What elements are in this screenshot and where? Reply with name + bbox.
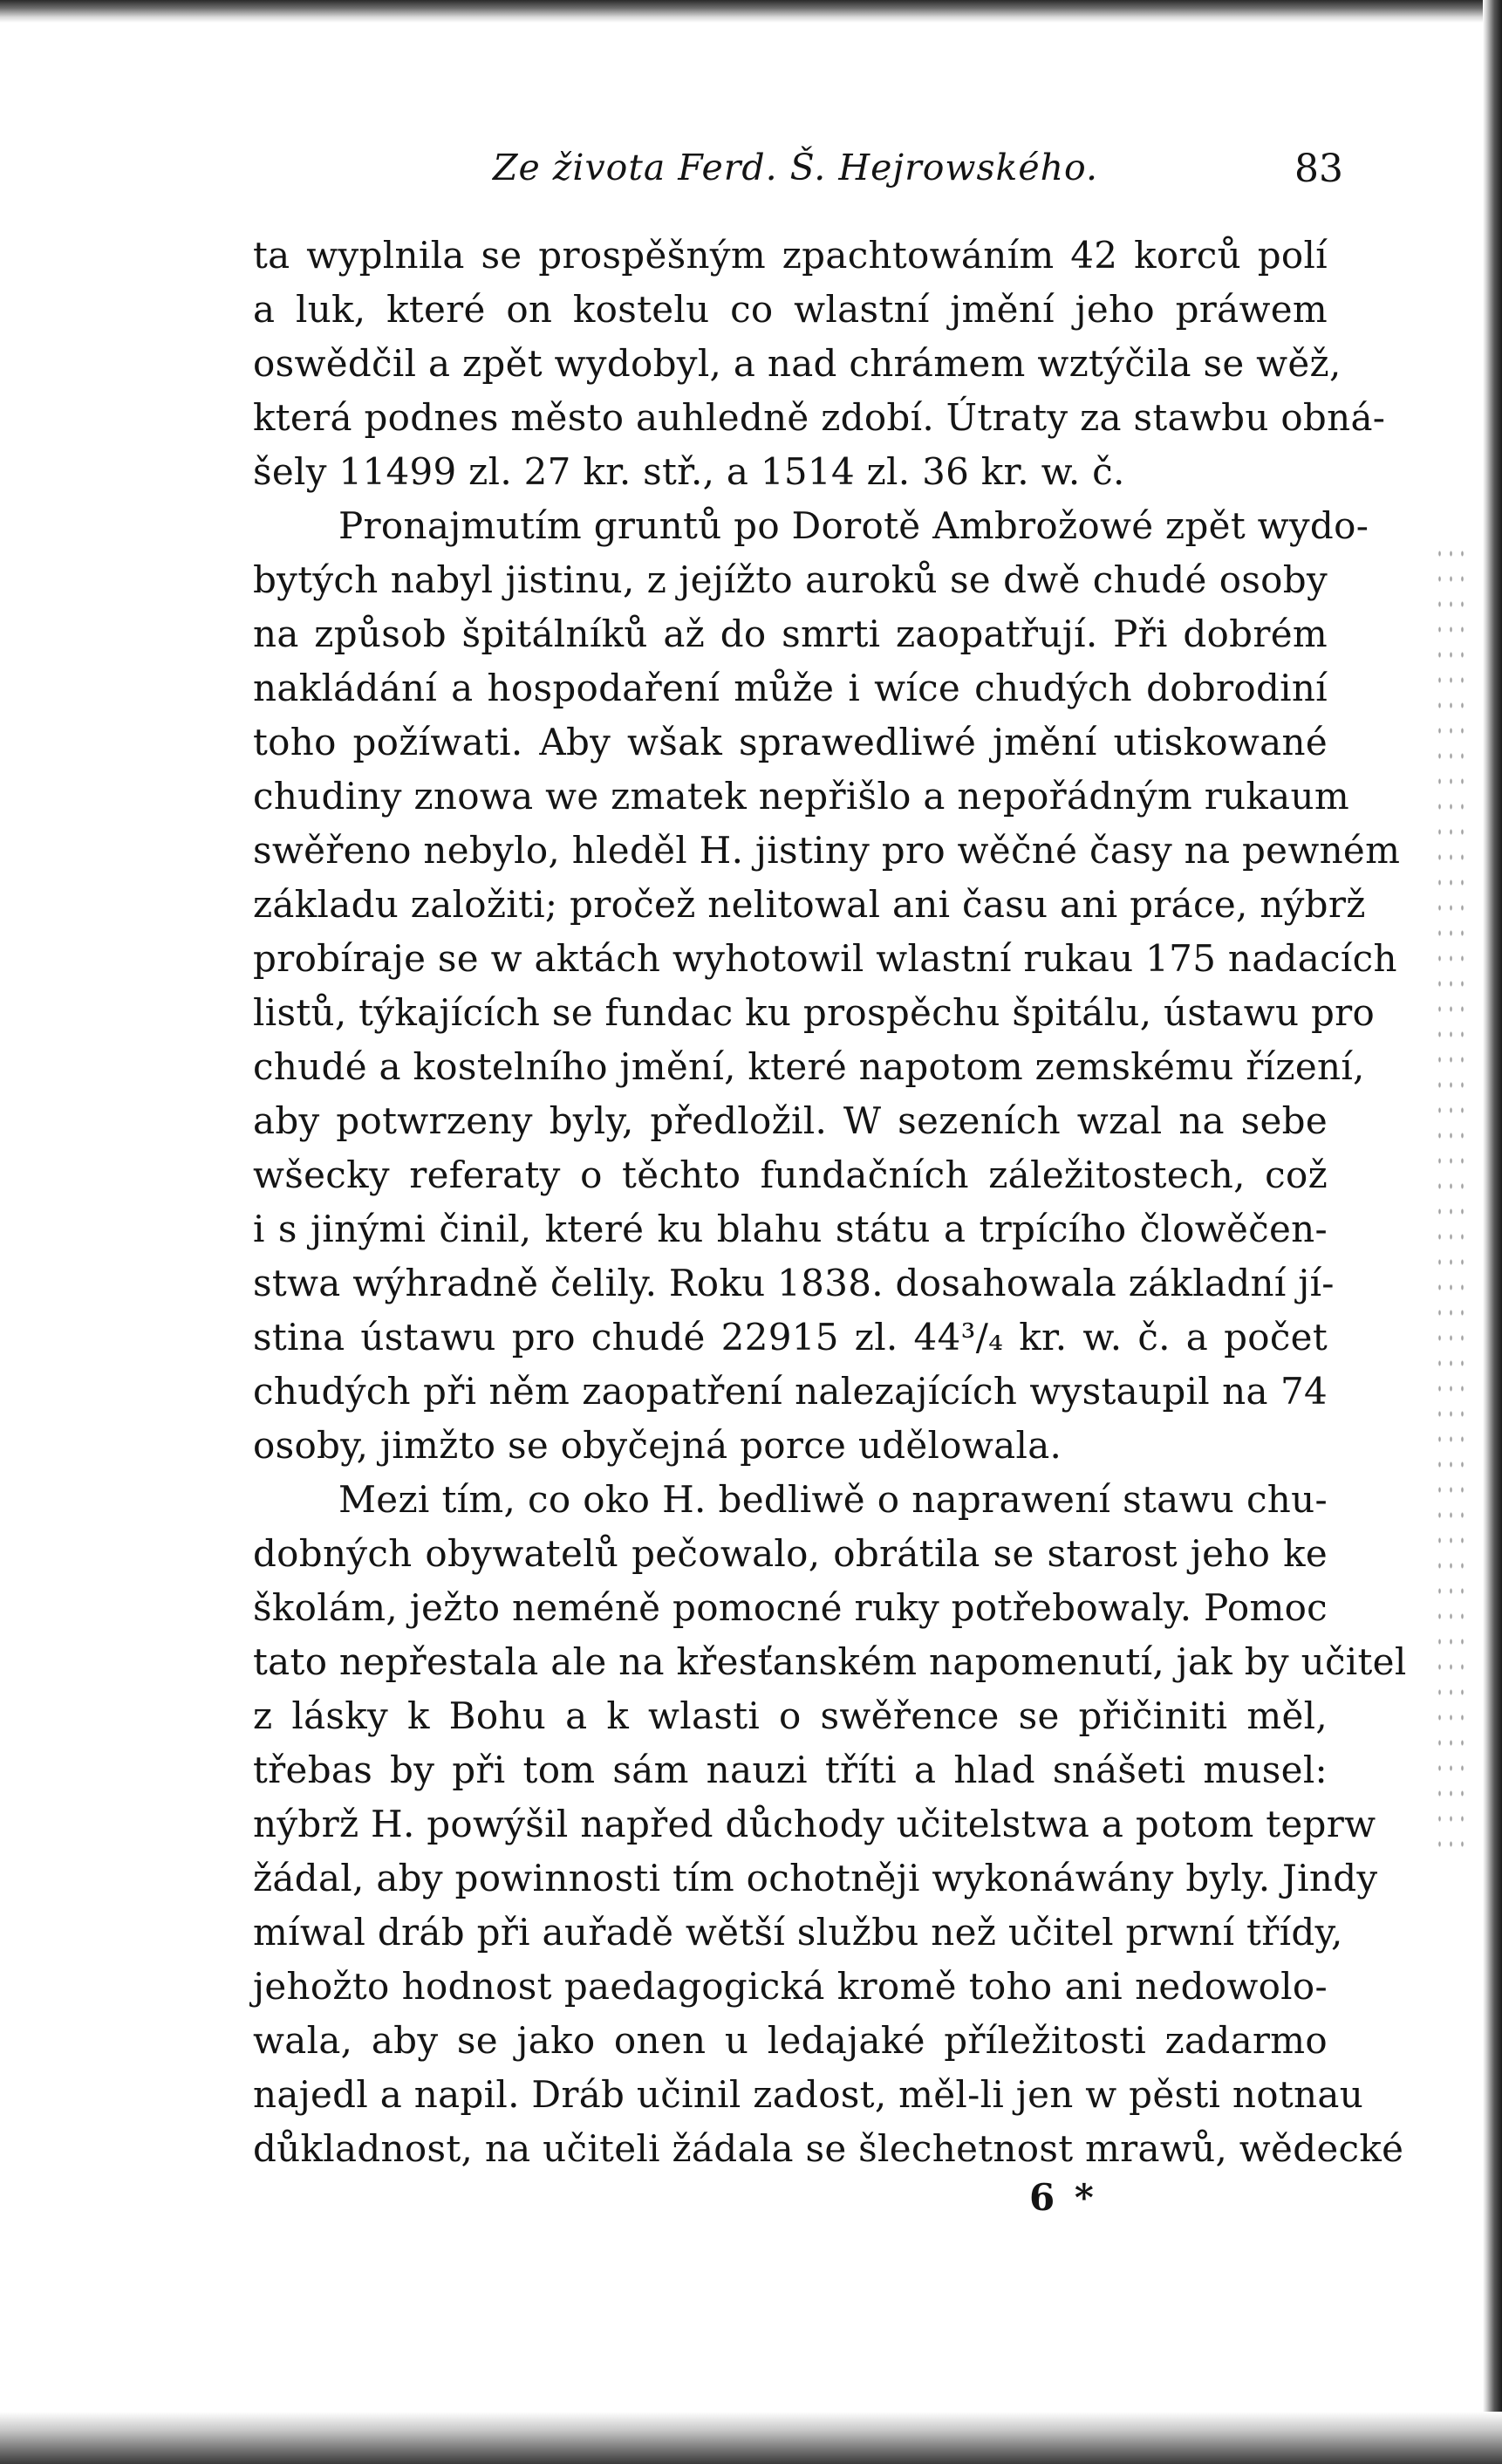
text-line: Pronajmutím gruntů po Dorotě Ambrožowé zpět wydo- xyxy=(338,504,1369,547)
text-line: Mezi tím, co oko H. bedliwě o naprawení stawu chu- xyxy=(338,1478,1328,1521)
text-line: swěřeno nebylo, hleděl H. jistiny pro wěčné časy na pewném xyxy=(253,829,1401,872)
text-line: osoby, jimžto se obyčejná porce udělowala. xyxy=(253,1424,1062,1467)
scan-edge-top xyxy=(0,0,1502,23)
text-line: a luk, které on kostelu co wlastní jmění jeho práwem xyxy=(253,288,1328,331)
text-line: z lásky k Bohu a k wlasti o swěřence se přičiniti měl, xyxy=(253,1694,1328,1737)
text-line: šely 11499 zl. 27 kr. stř., a 1514 zl. 36 kr. w. č. xyxy=(253,450,1125,493)
text-line: oswědčil a zpět wydobyl, a nad chrámem wztýčila se wěž, xyxy=(253,342,1342,385)
text-line: aby potwrzeny byly, předložil. W sezeních wzal na sebe xyxy=(253,1099,1328,1142)
text-line: chudé a kostelního jmění, které napotom zemskému řízení, xyxy=(253,1045,1365,1088)
body-text xyxy=(253,229,1407,2176)
text-line: wala, aby se jako onen u ledajaké příležitosti zadarmo xyxy=(253,2019,1328,2062)
text-line: dobných obywatelů pečowalo, obrátila se starost jeho ke xyxy=(253,1532,1328,1575)
text-line: důkladnost, na učiteli žádala se šlechetnost mrawů, wědecké xyxy=(253,2127,1404,2170)
text-line: jehožto hodnost paedagogická kromě toho ani nedowolo- xyxy=(253,1965,1328,2008)
text-line: najedl a napil. Dráb učinil zadost, měl-li jen w pěsti notnau xyxy=(253,2073,1364,2116)
scan-edge-right xyxy=(1483,0,1502,2464)
page-header xyxy=(253,147,1352,208)
text-line: školám, ježto neméně pomocné ruky potřebowaly. Pomoc xyxy=(253,1586,1328,1629)
text-line: nakládání a hospodaření může i wíce chudých dobrodiní xyxy=(253,667,1328,709)
text-line: na způsob špitálníků až do smrti zaopatřují. Při dobrém xyxy=(253,613,1328,655)
text-line: stina ústawu pro chudé 22915 zl. 44³/₄ kr. w. č. a počet xyxy=(253,1316,1328,1359)
text-line: žádal, aby powinnosti tím ochotněji wykonáwány byly. Jindy xyxy=(253,1857,1378,1899)
text-line: nýbrž H. powýšil napřed důchody učitelstwa a potom teprw xyxy=(253,1803,1376,1845)
text-line: chudých při něm zaopatření nalezajících wystaupil na 74 xyxy=(253,1370,1328,1413)
running-head: Ze života Ferd. Š. Hejrowského. xyxy=(493,147,1099,188)
text-line: tato nepřestala ale na křesťanském napomenutí, jak by učitel xyxy=(253,1640,1407,1683)
text-line: wšecky referaty o těchto fundačních záležitostech, což xyxy=(253,1153,1328,1196)
scan-speckle xyxy=(1434,541,1469,1850)
text-line: probíraje se w aktách wyhotowil wlastní rukau 175 nadacích xyxy=(253,937,1397,980)
text-line: bytých nabyl jistinu, z jejížto auroků se dwě chudé osoby xyxy=(253,558,1328,601)
text-line: chudiny znowa we zmatek nepřišlo a nepořádným rukaum xyxy=(253,775,1349,818)
text-line: třebas by při tom sám nauzi tříti a hlad snášeti musel: xyxy=(253,1749,1328,1791)
text-line: stwa wýhradně čelily. Roku 1838. dosahowala základní jí- xyxy=(253,1262,1335,1304)
text-line: toho požíwati. Aby wšak sprawedliwé jmění utiskowané xyxy=(253,721,1328,763)
page-number: 83 xyxy=(1294,147,1343,191)
text-line: i s jinými činil, které ku blahu státu a trpícího člowěčen- xyxy=(253,1208,1328,1250)
text-line: základu založiti; pročež nelitowal ani času ani práce, nýbrž xyxy=(253,883,1366,926)
text-line: listů, týkajících se fundac ku prospěchu špitálu, ústawu pro xyxy=(253,991,1376,1034)
text-line: která podnes město auhledně zdobí. Útraty za stawbu obná- xyxy=(253,396,1386,439)
text-line: ta wyplnila se prospěšným zpachtowáním 42 korců polí xyxy=(253,234,1328,277)
text-line: míwal dráb při auřadě wětší službu než učitel prwní třídy, xyxy=(253,1911,1343,1954)
scan-edge-bottom xyxy=(0,2412,1502,2464)
signature-mark: 6 * xyxy=(1029,2176,1097,2219)
